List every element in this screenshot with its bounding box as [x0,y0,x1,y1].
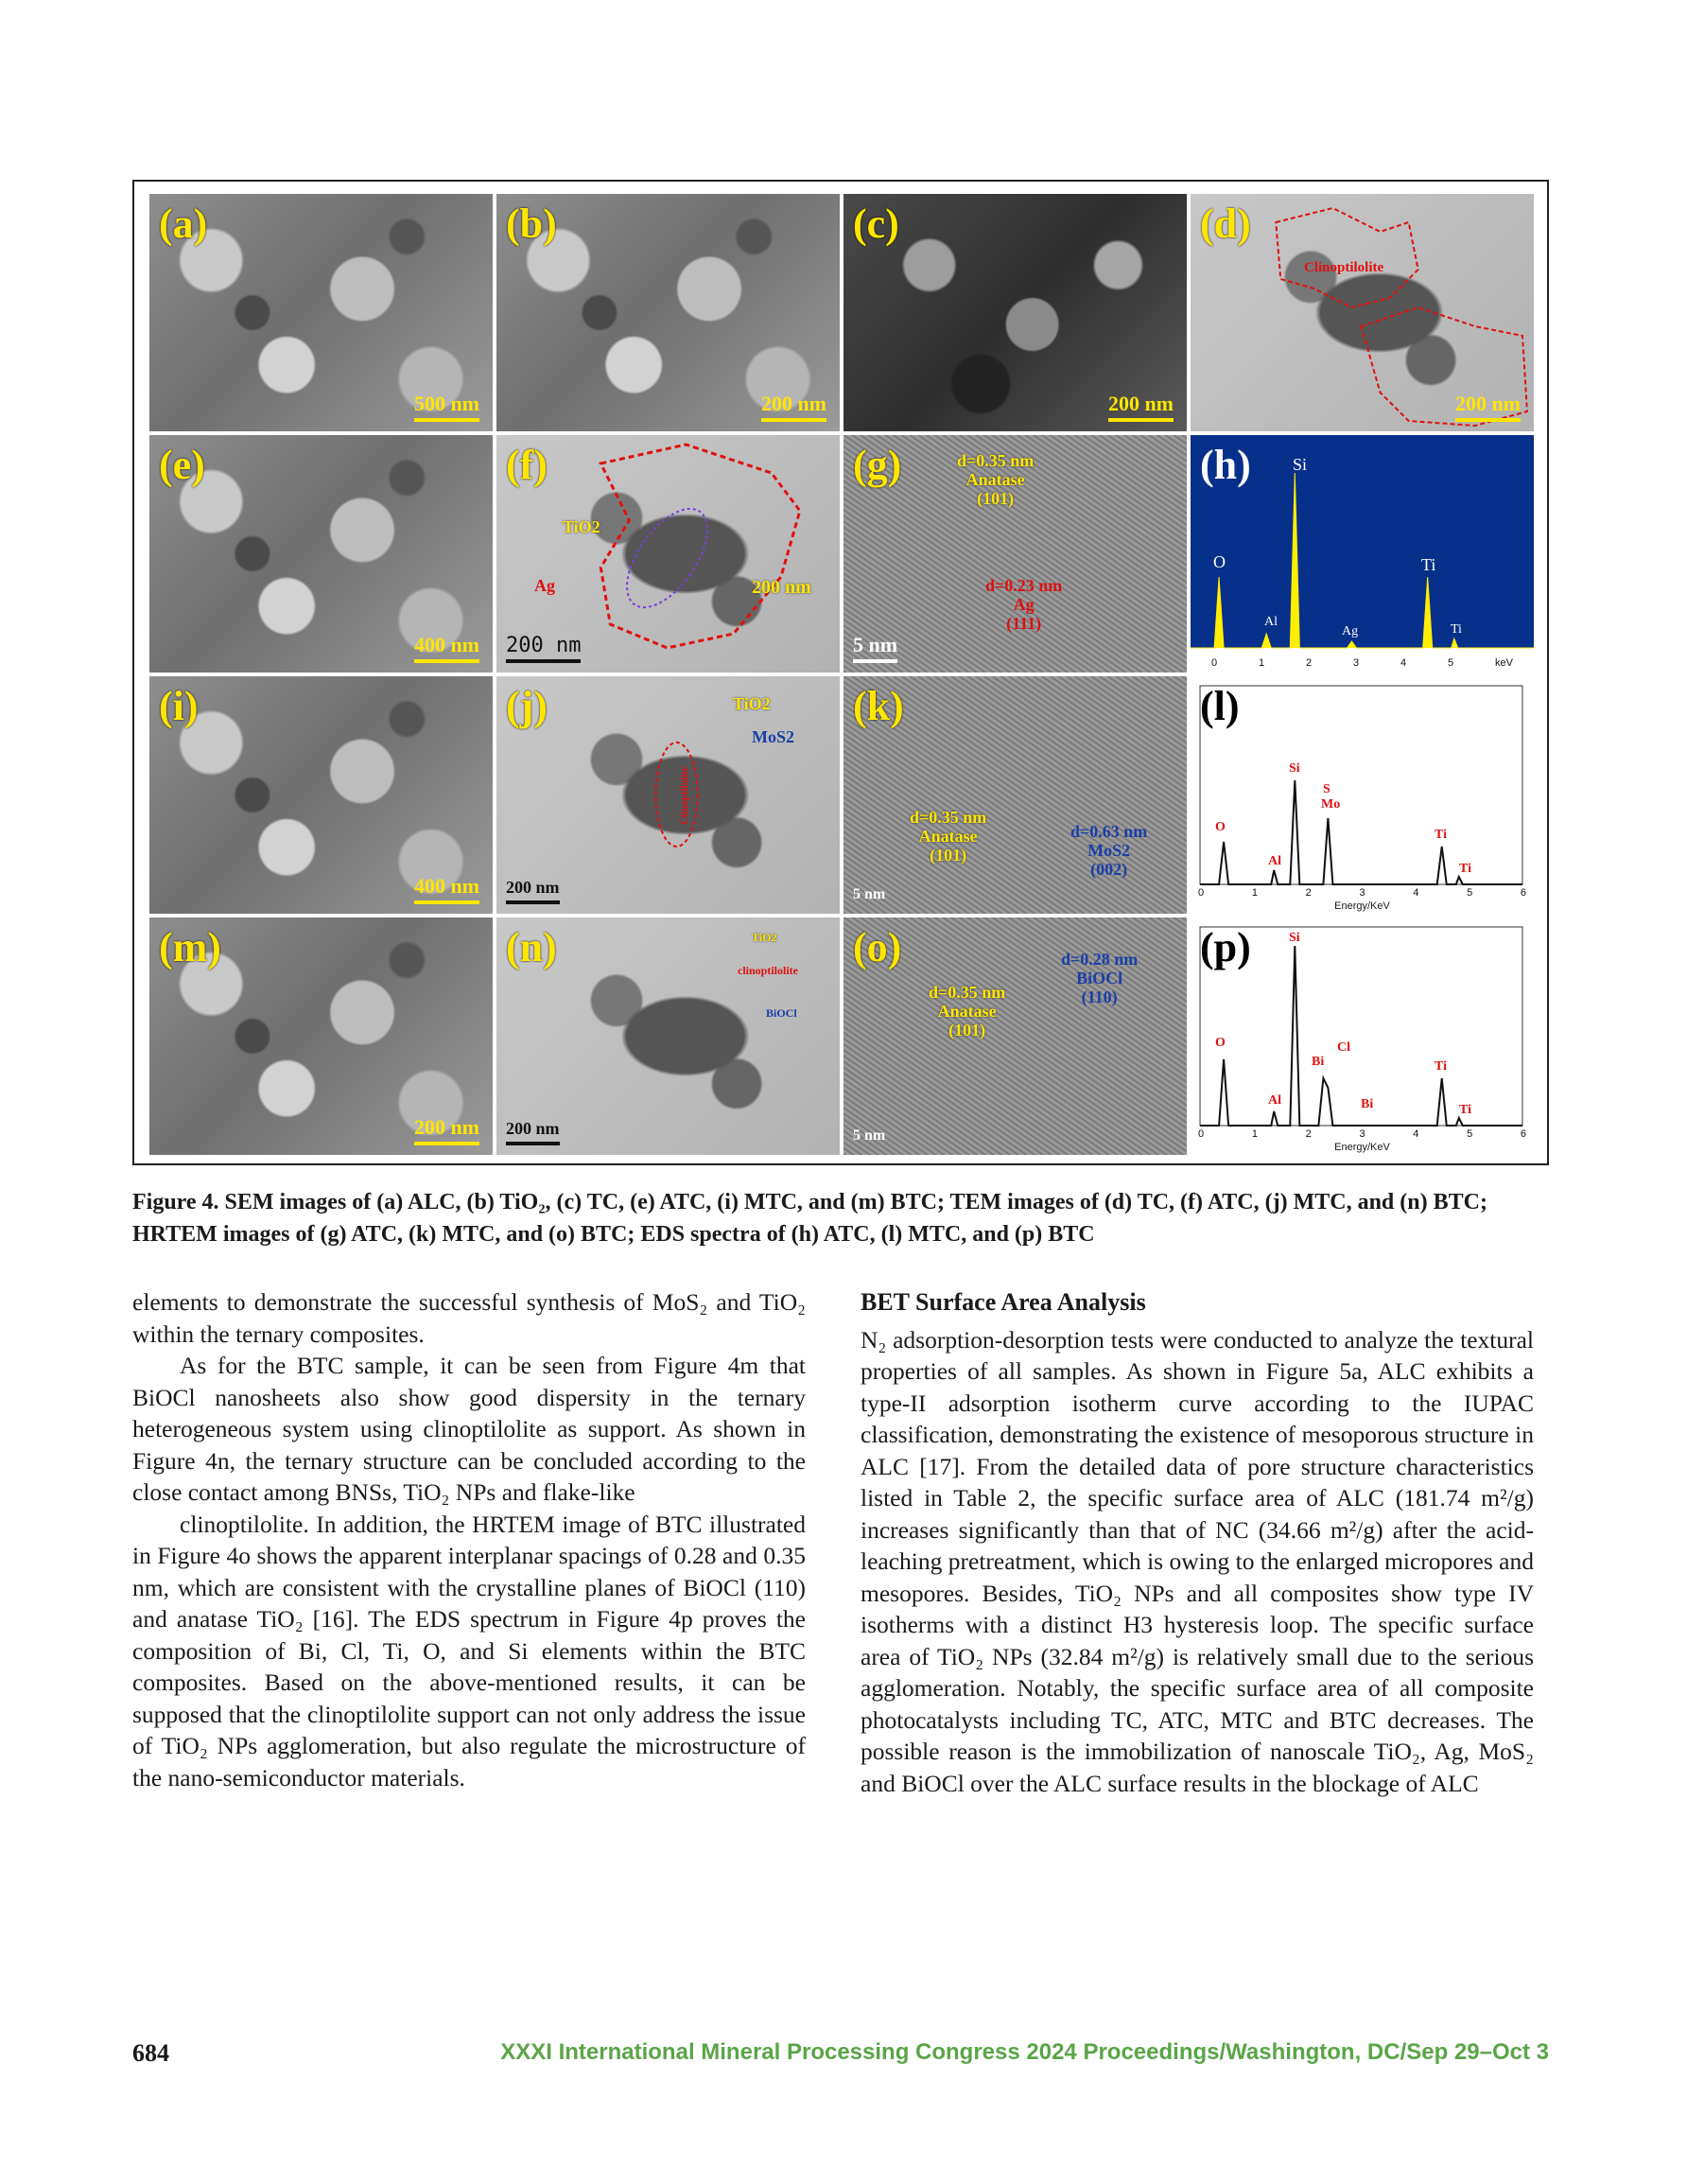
eds-peak-si: Si [1289,931,1300,945]
scale-bar: 200 nm [1108,392,1174,422]
panel-g [844,435,1187,673]
scale-bar: 5 nm [853,886,886,902]
eds-peak-si: Si [1293,455,1308,474]
panel-label: (h) [1200,442,1251,488]
panel-label: (d) [1200,201,1251,247]
eds-peak-al: Al [1268,854,1281,868]
panel-label: (n) [506,924,557,970]
panel-l-eds [1191,676,1534,914]
figure-4 [132,180,1549,1165]
page-number: 684 [132,2039,169,2067]
tio2-annotation: TiO2 [563,517,600,536]
eds-peak-si: Si [1289,761,1300,776]
eds-peak-al: Al [1264,615,1278,629]
panel-f [496,435,840,673]
panel-j [496,676,840,914]
scale-bar: 200 nm [506,874,560,904]
anatase-annotation: d=0.35 nm Anatase (101) [910,808,987,865]
panel-d [1191,194,1534,431]
panel-label: (f) [506,442,548,488]
scale-bar: 200 nm [506,634,581,663]
eds-peak-s: S [1323,782,1330,796]
eds-peak-al: Al [1268,1093,1281,1108]
panel-o [844,917,1187,1155]
panel-label: (a) [159,201,208,247]
panel-label: (j) [506,683,548,729]
eds-peak-o: O [1215,820,1226,834]
eds-peak-ti: Ti [1435,1059,1447,1074]
panel-label: (i) [159,683,199,729]
panel-a [149,194,493,431]
paragraph: elements to demonstrate the successful synthesis of MoS₂ and TiO₂ within the ternary composites. [132,1288,806,1348]
clinoptilolite-annotation: Clinoptilolite [678,766,690,825]
eds-peak-ti: Ti [1421,555,1436,574]
biocl-lattice-annotation: d=0.28 nm BiOCl (110) [1061,950,1139,1006]
eds-peak-o: O [1213,552,1226,571]
panel-c [844,194,1187,431]
scale-text-overlay: 200 nm [752,577,811,598]
mos2-lattice-annotation: d=0.63 nm MoS2 (002) [1070,822,1148,879]
clinoptilolite-annotation: clinoptilolite [738,964,798,977]
eds-xlabel: Energy/KeV [1334,1142,1390,1153]
anatase-annotation: d=0.35 nm Anatase (101) [929,983,1006,1040]
eds-spectrum-l [1191,676,1534,914]
panel-label: (m) [159,924,221,970]
panel-i [149,676,493,914]
eds-peak-cl: Cl [1337,1040,1350,1055]
paragraph: As for the BTC sample, it can be seen from Figure 4m that BiOCl nanosheets also show good dispersity in the ternary heterogeneous system using clinoptilolite as support. As shown in Figure 4n, the ternary structure can be concluded according to the close contact among BNSs, TiO₂ NPs and flake-like [132,1352,806,1506]
eds-peak-ti: Ti [1435,828,1447,842]
figure-grid [149,194,1534,1155]
paragraph: clinoptilolite. In addition, the HRTEM image of BTC illustrated in Figure 4o shows the apparent interplanar spacings of 0.28 and 0.35 nm, which are consistent with the crystalline planes of BiOCl (110) and anatase TiO₂ [16]. The EDS spectrum in Figure 4p proves the composition of Bi, Cl, Ti, O, and Si elements within the BTC composites. Based on the above-mentioned results, it can be supposed that the clinoptilolite support can not only address the issue of TiO₂ NPs agglomeration, but also regulate the microstructure of the nano-semiconductor materials. [132,1510,806,1791]
scale-bar: 5 nm [853,1127,886,1144]
eds-peak-ag: Ag [1342,624,1359,638]
tio2-annotation: TiO2 [752,931,777,944]
eds-peak-mo: Mo [1321,797,1341,812]
section-heading: BET Surface Area Analysis [861,1288,1146,1316]
anatase-annotation: d=0.35 nm Anatase (101) [957,451,1035,508]
panel-p-eds [1191,917,1534,1155]
panel-label: (b) [506,201,557,247]
eds-xlabel: Energy/KeV [1334,900,1390,912]
panel-e [149,435,493,673]
panel-label: (k) [853,683,904,729]
eds-axis: 0 1 2 3 4 5 6 [1198,1128,1526,1140]
eds-peak-bi: Bi [1312,1055,1325,1069]
eds-peak-ti2: Ti [1459,862,1471,876]
figure-caption: Figure 4. SEM images of (a) ALC, (b) TiO₂, (c) TC, (e) ATC, (i) MTC, and (m) BTC; TEM images of (d) TC, (f) ATC, (j) MTC, and (n) BTC; HRTEM images of (g) ATC, (k) MTC, and (o) BTC; EDS spectra of (h) ATC, (l) MTC, and (p) BTC [132,1190,1487,1247]
scale-bar: 5 nm [853,633,897,663]
eds-axis: 0 1 2 3 4 5 keV [1210,657,1513,669]
scale-bar: 400 nm [414,874,479,904]
eds-peak-ti2: Ti [1459,1103,1471,1117]
eds-peak-ti2: Ti [1451,622,1462,637]
scale-bar: 400 nm [414,633,479,663]
scale-bar: 200 nm [1455,392,1521,422]
eds-axis: 0 1 2 3 4 5 6 [1198,887,1526,899]
panel-label: (g) [853,442,902,488]
panel-m [149,917,493,1155]
tio2-annotation: TiO2 [733,694,771,713]
panel-label: (c) [853,201,899,247]
panel-k [844,676,1187,914]
panel-label: (e) [159,442,205,488]
panel-label: (l) [1200,683,1240,729]
scale-bar: 200 nm [414,1115,479,1145]
eds-peak-o: O [1215,1036,1226,1050]
scale-bar: 500 nm [414,392,479,422]
running-footer: XXXI International Mineral Processing Congress 2024 Proceedings/Washington, DC/Sep 29–Oct 3 [500,2039,1549,2065]
paragraph: N₂ adsorption-desorption tests were conducted to analyze the textural properties of all samples. As shown in Figure 5a, ALC exhibits a type-II adsorption isotherm curve according to the IUPAC classification, demonstrating the existence of mesoporous structure in ALC [17]. From the detailed data of pore structure characteristics listed in Table 2, the specific surface area of ALC (181.74 m²/g) increases significantly than that of NC (34.66 m²/g) after the acid-leaching pretreatment, which is owing to the enlarged micropores and mesopores. Besides, TiO₂ NPs and all composites show type IV isotherms with a distinct H3 hysteresis loop. The specific surface area of TiO₂ NPs (32.84 m²/g) is relatively small due to the serious agglomeration. Notably, the specific surface area of all composite photocatalysts including TC, ATC, MTC and BTC decreases. The possible reason is the immobilization of nanoscale TiO₂, Ag, MoS₂ and BiOCl over the ALC surface results in the blockage of ALC [861,1325,1534,1797]
ag-annotation: Ag [534,576,555,595]
mos2-annotation: MoS2 [752,727,794,746]
right-column [861,1286,1534,1799]
left-column [132,1286,806,1793]
panel-label: (p) [1200,924,1251,970]
ag-lattice-annotation: d=0.23 nm Ag (111) [985,576,1063,633]
scale-bar: 200 nm [761,392,826,422]
panel-h-eds [1191,435,1534,673]
biocl-annotation: BiOCl [766,1006,797,1020]
scale-bar: 200 nm [506,1115,560,1145]
panel-label: (o) [853,924,902,970]
panel-n [496,917,840,1155]
panel-b [496,194,840,431]
eds-peak-bi2: Bi [1361,1097,1374,1111]
clinoptilolite-annotation: Clinoptilolite [1304,260,1384,275]
